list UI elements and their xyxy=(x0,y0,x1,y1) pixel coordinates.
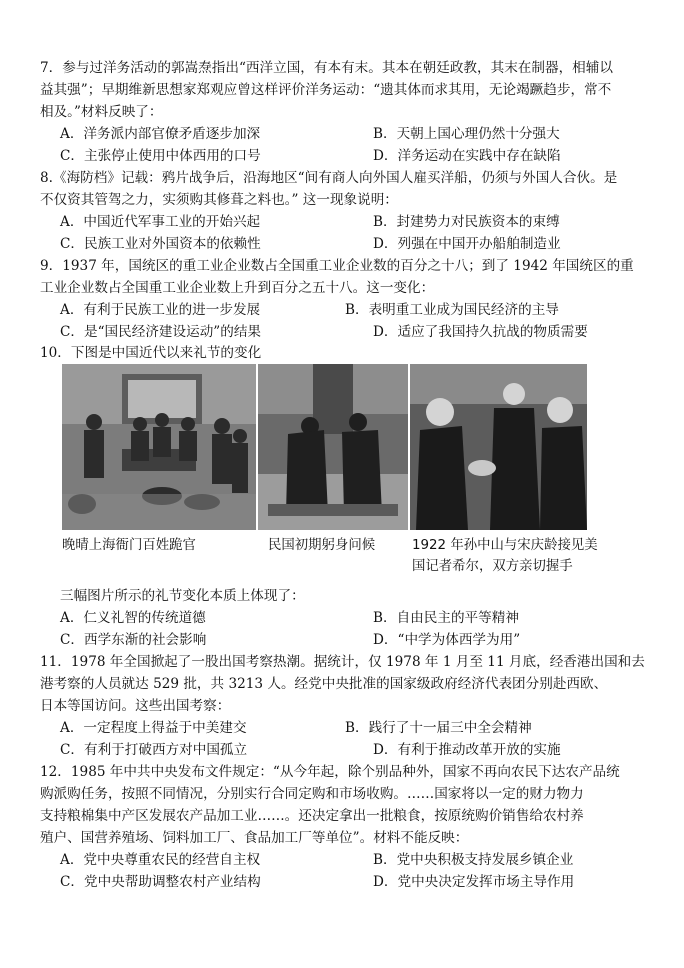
q12-stem-line2: 购派购任务，按照不同情况，分别实行合同定购和市场收购。……国家将以一定的财力物力 xyxy=(40,786,584,802)
q8-option-d: D．列强在中国开办船舶制造业 xyxy=(373,236,561,252)
photo-handshake-1922 xyxy=(410,364,587,530)
q9-option-c: C．是“国民经济建设运动”的结果 xyxy=(60,324,262,340)
q7-option-b: B．天朝上国心理仍然十分强大 xyxy=(373,126,560,142)
q11-option-c: C．有利于打破西方对中国孤立 xyxy=(60,742,248,758)
photo-caption-3-line2: 国记者希尔，双方亲切握手 xyxy=(412,559,573,574)
q10-option-c: C．西学东渐的社会影响 xyxy=(60,632,207,648)
q7-option-c: C．主张停止使用中体西用的口号 xyxy=(60,148,261,164)
photo-caption-1: 晚晴上海衙门百姓跪官 xyxy=(62,538,196,553)
q7-stem-line2: 益其强”；早期维新思想家郑观应曾这样评价洋务运动：“遗其体而求其用，无论竭蹶趋步，常不 xyxy=(40,82,612,98)
photo-bowing-greeting xyxy=(258,364,408,530)
q9-stem-line2: 工业企业数占全国重工业企业数上升到百分之五十八。这一变化： xyxy=(40,280,435,296)
q12-stem-line4: 殖户、国营养殖场、饲料加工厂、食品加工厂等单位”。材料不能反映： xyxy=(40,830,469,846)
q11-stem-line1: 11．1978 年全国掀起了一股出国考察热潮。据统计，仅 1978 年 1 月至 11 月底，经香港出国和去 xyxy=(40,654,645,670)
q9-option-d: D．适应了我国持久抗战的物质需要 xyxy=(373,324,588,340)
q8-option-a: A．中国近代军事工业的开始兴起 xyxy=(60,214,261,230)
q11-stem-line2: 港考察的人员就达 529 批，共 3213 人。经党中央批准的国家级政府经济代表团分别赴西欧、 xyxy=(40,676,608,692)
q10-stem-line1: 10．下图是中国近代以来礼节的变化 xyxy=(40,345,262,361)
q12-option-d: D．党中央决定发挥市场主导作用 xyxy=(373,874,575,890)
q9-option-b: B．表明重工业成为国民经济的主导 xyxy=(345,302,559,318)
q12-stem-line1: 12．1985 年中共中央发布文件规定：“从今年起，除个别品种外，国家不再向农民下达农产品统 xyxy=(40,764,620,780)
photo-officials-kneeling xyxy=(62,364,256,530)
q12-stem-line3: 支持粮棉集中产区发展农产品加工业……。还决定拿出一批粮食，按原统购价销售给农村养 xyxy=(40,808,584,824)
q10-stem-line2: 三幅图片所示的礼节变化本质上体现了： xyxy=(60,588,305,604)
q7-option-d: D．洋务运动在实践中存在缺陷 xyxy=(373,148,561,164)
q10-option-b: B．自由民主的平等精神 xyxy=(373,610,519,626)
q11-option-a: A．一定程度上得益于中美建交 xyxy=(60,720,247,736)
q12-option-b: B．党中央积极支持发展乡镇企业 xyxy=(373,852,574,868)
q10-photo-strip xyxy=(62,364,587,530)
q11-option-d: D．有利于推动改革开放的实施 xyxy=(373,742,561,758)
q9-stem-line1: 9．1937 年，国统区的重工业企业数占全国重工业企业数的百分之十八；到了 1942 年国统区的重 xyxy=(40,258,634,274)
photo-caption-3-line1: 1922 年孙中山与宋庆龄接见美 xyxy=(412,538,598,553)
q12-option-c: C．党中央帮助调整农村产业结构 xyxy=(60,874,261,890)
q11-option-b: B．践行了十一届三中全会精神 xyxy=(345,720,532,736)
q7-option-a: A．洋务派内部官僚矛盾逐步加深 xyxy=(60,126,261,142)
q8-option-b: B．封建势力对民族资本的束缚 xyxy=(373,214,560,230)
q8-stem-line1: 8.《海防档》记载：鸦片战争后，沿海地区“间有商人向外国人雇买洋船，仍须与外国人合伙。是 xyxy=(40,170,618,186)
q11-stem-line3: 日本等国访问。这些出国考察： xyxy=(40,698,231,714)
q10-option-a: A．仁义礼智的传统道德 xyxy=(60,610,206,626)
q7-stem-line3: 相及。”材料反映了： xyxy=(40,104,163,120)
q10-option-d: D．“中学为体西学为用” xyxy=(373,632,521,648)
q8-option-c: C．民族工业对外国资本的依赖性 xyxy=(60,236,261,252)
q7-stem-line1: 7．参与过洋务活动的郭嵩焘指出“西洋立国，有本有末。其本在朝廷政教，其末在制器，相辅以 xyxy=(40,60,613,76)
q9-option-a: A．有利于民族工业的进一步发展 xyxy=(60,302,261,318)
q12-option-a: A．党中央尊重农民的经营自主权 xyxy=(60,852,261,868)
q8-stem-line2: 不仅资其管驾之力，实须购其修葺之料也。” 这一现象说明： xyxy=(40,192,398,208)
photo-caption-2: 民国初期躬身问候 xyxy=(268,538,376,553)
